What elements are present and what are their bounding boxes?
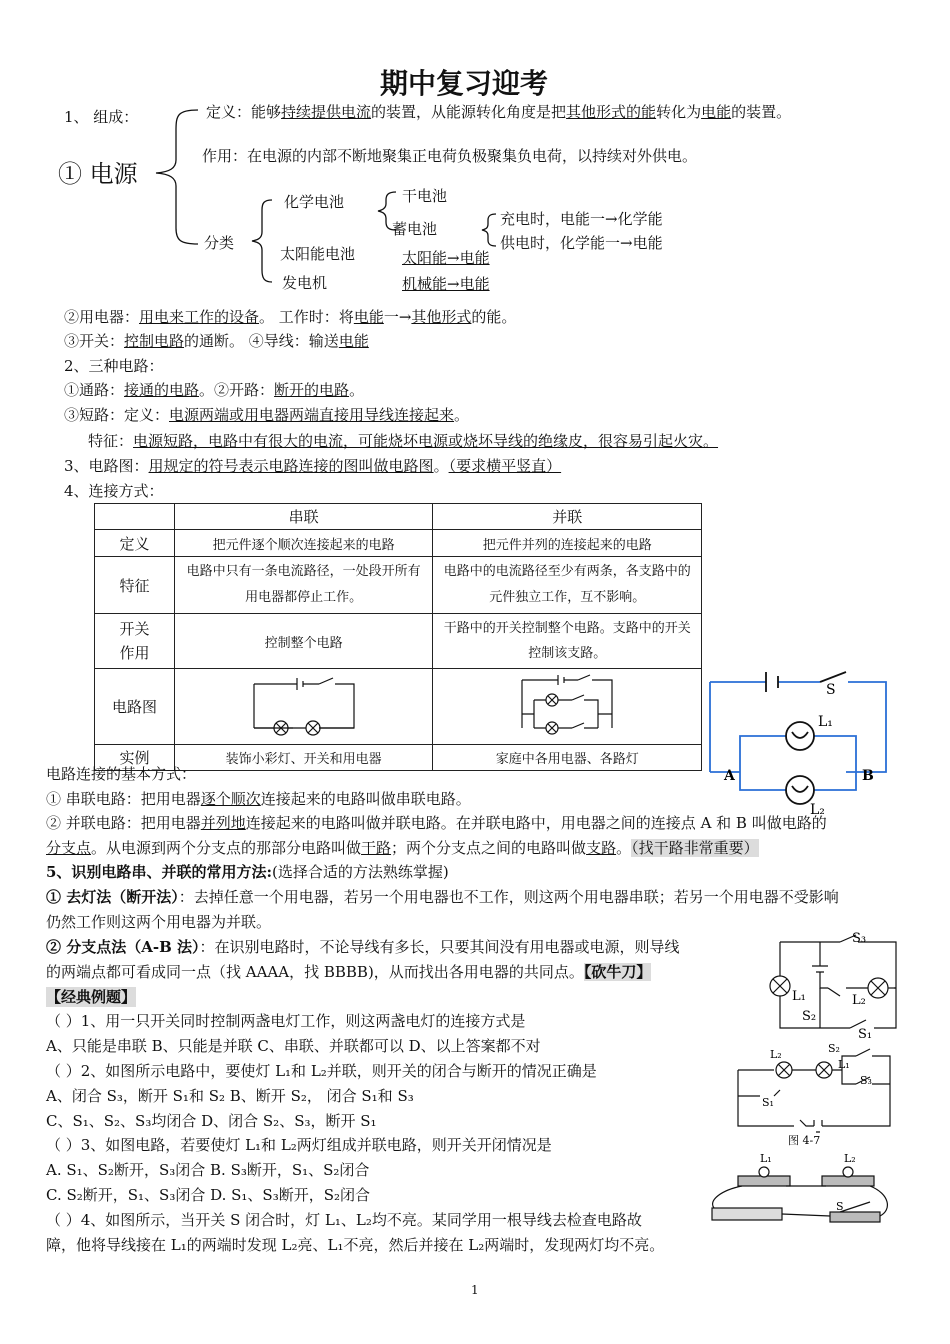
solar-conversion: 太阳能→电能 xyxy=(402,249,490,267)
power-definition: 定义：能够持续提供电流的装置，从能源转化角度是把其他形式的能转化为电能的装置。 xyxy=(206,103,792,121)
fig-label-S1: S₁ xyxy=(858,1027,873,1042)
fig-label-S3: S₃ xyxy=(860,1074,872,1087)
cell-series: 控制整个电路 xyxy=(174,614,433,669)
table-header-row xyxy=(95,504,702,530)
connection-heading: 4、连接方式： xyxy=(64,482,164,500)
fig-label-L1: L₁ xyxy=(760,1152,772,1165)
fig-label-L2: L₂ xyxy=(810,802,825,818)
fig-label-L2: L₂ xyxy=(852,993,866,1008)
method-branch-point: ② 分支点法（A-B 法）：在识别电路时，不论导线有多长，只要其间没有用电器或电源，则导线 xyxy=(46,938,680,956)
parallel-AB-figure xyxy=(700,660,900,820)
fig-label-L1: L₁ xyxy=(818,714,833,730)
appliance-line: ②用电器：用电来工作的设备。 工作时：将电能一→其他形式的能。 xyxy=(64,308,517,326)
table-row xyxy=(95,557,702,614)
generator-conversion: 机械能→电能 xyxy=(402,275,490,293)
examples-heading: 【经典例题】 xyxy=(46,988,137,1006)
basic-heading: 电路连接的基本方式： xyxy=(46,765,197,783)
question-2: （ ）2、如图所示电路中，要使灯 L₁和 L₂并联，则开关的闭合与断开的情况正确是 xyxy=(46,1062,597,1080)
question2-circuit-figure xyxy=(762,930,902,1040)
comparison-table xyxy=(94,503,702,771)
page-number: 1 xyxy=(471,1283,479,1297)
series-def: ① 串联电路：把用电器逐个顺次连接起来的电路叫做串联电路。 xyxy=(46,790,471,808)
cell-parallel: 家庭中各用电器、各路灯 xyxy=(433,745,702,771)
cell-series-diagram xyxy=(174,669,433,745)
cell-series: 电路中只有一条电流路径，一处段开所有用电器都停止工作。 xyxy=(174,557,433,614)
row-label: 开关作用 xyxy=(95,614,175,669)
chem-battery: 化学电池 xyxy=(284,193,345,211)
question-1-options: A、只能是串联 B、只能是并联 C、串联、并联都可以 D、以上答案都不对 xyxy=(46,1037,541,1055)
cell-parallel-diagram xyxy=(433,669,702,745)
braces-graphic xyxy=(0,0,950,300)
fig-label-L2: L₂ xyxy=(844,1152,856,1165)
classification-label: 分类 xyxy=(204,234,235,252)
charge-conversion: 充电时，电能一→化学能 xyxy=(500,210,663,228)
parallel-def: ② 并联电路：把用电器并列地连接起来的电路叫做并联电路。在并联电路中，用电器之间的连接点 A 和 B 叫做电路的 xyxy=(46,814,827,832)
question-2-options-cd: C、S₁、S₂、S₃均闭合 D、闭合 S₂、S₃，断开 S₁ xyxy=(46,1112,377,1130)
question-2-options-ab: A、闭合 S₃，断开 S₁和 S₂ B、断开 S₂， 闭合 S₁和 S₃ xyxy=(46,1087,414,1105)
question3-circuit-figure xyxy=(730,1040,900,1150)
three-circuits: 2、三种电路： xyxy=(64,357,164,375)
row-label: 电路图 xyxy=(95,669,175,745)
cell-series: 把元件逐个顺次连接起来的电路 xyxy=(174,530,433,557)
storage-battery: 蓄电池 xyxy=(392,220,438,238)
generator: 发电机 xyxy=(282,274,328,292)
solar-battery: 太阳能电池 xyxy=(280,245,356,263)
fig-label-L1: L₁ xyxy=(792,989,806,1004)
fig-label-S1: S₁ xyxy=(762,1096,774,1109)
fig-label-A: A xyxy=(724,768,735,784)
row-label: 实例 xyxy=(95,745,175,771)
fig-label-S: S xyxy=(826,682,836,698)
question4-circuit-figure xyxy=(702,1150,902,1230)
circuit-diagram-def: 3、电路图：用规定的符号表示电路连接的图叫做电路图。（要求横平竖直） xyxy=(64,457,562,475)
question-4: （ ）4、如图所示，当开关 S 闭合时，灯 L₁、L₂均不亮。某同学用一根导线去检查电路故 xyxy=(46,1211,642,1229)
parallel-circuit-icon xyxy=(512,672,622,738)
table-corner xyxy=(95,504,175,530)
cell-parallel: 干路中的开关控制整个电路。支路中的开关控制该支路。 xyxy=(433,614,702,669)
table-row xyxy=(95,614,702,669)
question-4-cont: 障，他将导线接在 L₁的两端时发现 L₂亮、L₁不亮，然后并接在 L₂两端时，发现两灯均不亮。 xyxy=(46,1236,665,1254)
question-1: （ ）1、用一只开关同时控制两盏电灯工作，则这两盏电灯的连接方式是 xyxy=(46,1012,526,1030)
fig-label-L2: L₂ xyxy=(770,1048,782,1061)
row-label: 特征 xyxy=(95,557,175,614)
method-heading: 5、识别电路串、并联的常用方法:(选择合适的方法熟练掌握) xyxy=(46,863,449,881)
open-closed-line: ①通路：接通的电路。②开路：断开的电路。 xyxy=(64,381,365,399)
method-remove-lamp-cont: 仍然工作则这两个用电器为并联。 xyxy=(46,913,272,931)
fig-label-S: S xyxy=(836,1200,844,1213)
table-row xyxy=(95,530,702,557)
short-circuit-feature: 特征：电源短路，电路中有很大的电流，可能烧坏电源或烧坏导线的绝缘皮，很容易引起火灾。 xyxy=(88,432,719,450)
table-row xyxy=(95,669,702,745)
section-num: 1、 组成： xyxy=(64,108,139,126)
cell-series: 装饰小彩灯、开关和用电器 xyxy=(174,745,433,771)
fig-label-B: B xyxy=(862,768,874,784)
power-source-heading: ① 电源 xyxy=(58,160,138,188)
method-remove-lamp: ① 去灯法（断开法）：去掉任意一个用电器，若另一个用电器也不工作，则这两个用电器串联；若另一个用电器不受影响 xyxy=(46,888,839,906)
fig-label-L1: L₁ xyxy=(838,1058,850,1071)
question-3-options-cd: C. S₂断开，S₁、S₃闭合 D. S₁、S₃断开，S₂闭合 xyxy=(46,1186,371,1204)
fig-label-S2: S₂ xyxy=(828,1042,840,1055)
header-parallel: 并联 xyxy=(433,504,702,530)
figure-caption: 图 4-7 xyxy=(788,1134,821,1147)
power-function: 作用：在电源的内部不断地聚集正电荷负极聚集负电荷，以持续对外供电。 xyxy=(202,147,698,165)
switch-line: ③开关：控制电路的通断。 ④导线：输送电能 xyxy=(64,332,369,350)
row-label: 定义 xyxy=(95,530,175,557)
short-circuit-def: ③短路：定义：电源两端或用电器两端直接用导线连接起来。 xyxy=(64,406,470,424)
dry-battery: 干电池 xyxy=(402,187,448,205)
page-title: 期中复习迎考 xyxy=(380,67,549,100)
series-circuit-icon xyxy=(249,672,359,738)
header-series: 串联 xyxy=(174,504,433,530)
fig-label-S3: S₃ xyxy=(852,931,867,946)
supply-conversion: 供电时，化学能一→电能 xyxy=(500,234,663,252)
branch-point-def: 分支点。从电源到两个分支点的那部分电路叫做干路；两个分支点之间的电路叫做支路。（找干路非常重要） xyxy=(46,839,759,857)
cell-parallel: 电路中的电流路径至少有两条，各支路中的元件独立工作，互不影响。 xyxy=(433,557,702,614)
cell-parallel: 把元件并列的连接起来的电路 xyxy=(433,530,702,557)
method-branch-point-cont: 的两端点都可看成同一点（找 AAAA，找 BBBB)，从而找出各用电器的共同点。【砍牛刀】 xyxy=(46,963,652,981)
question-3-options-ab: A. S₁、S₂断开，S₃闭合 B. S₃断开，S₁、S₂闭合 xyxy=(46,1161,370,1179)
question-3: （ ）3、如图电路，若要使灯 L₁和 L₂两灯组成并联电路，则开关开闭情况是 xyxy=(46,1136,552,1154)
fig-label-S2: S₂ xyxy=(802,1009,817,1024)
